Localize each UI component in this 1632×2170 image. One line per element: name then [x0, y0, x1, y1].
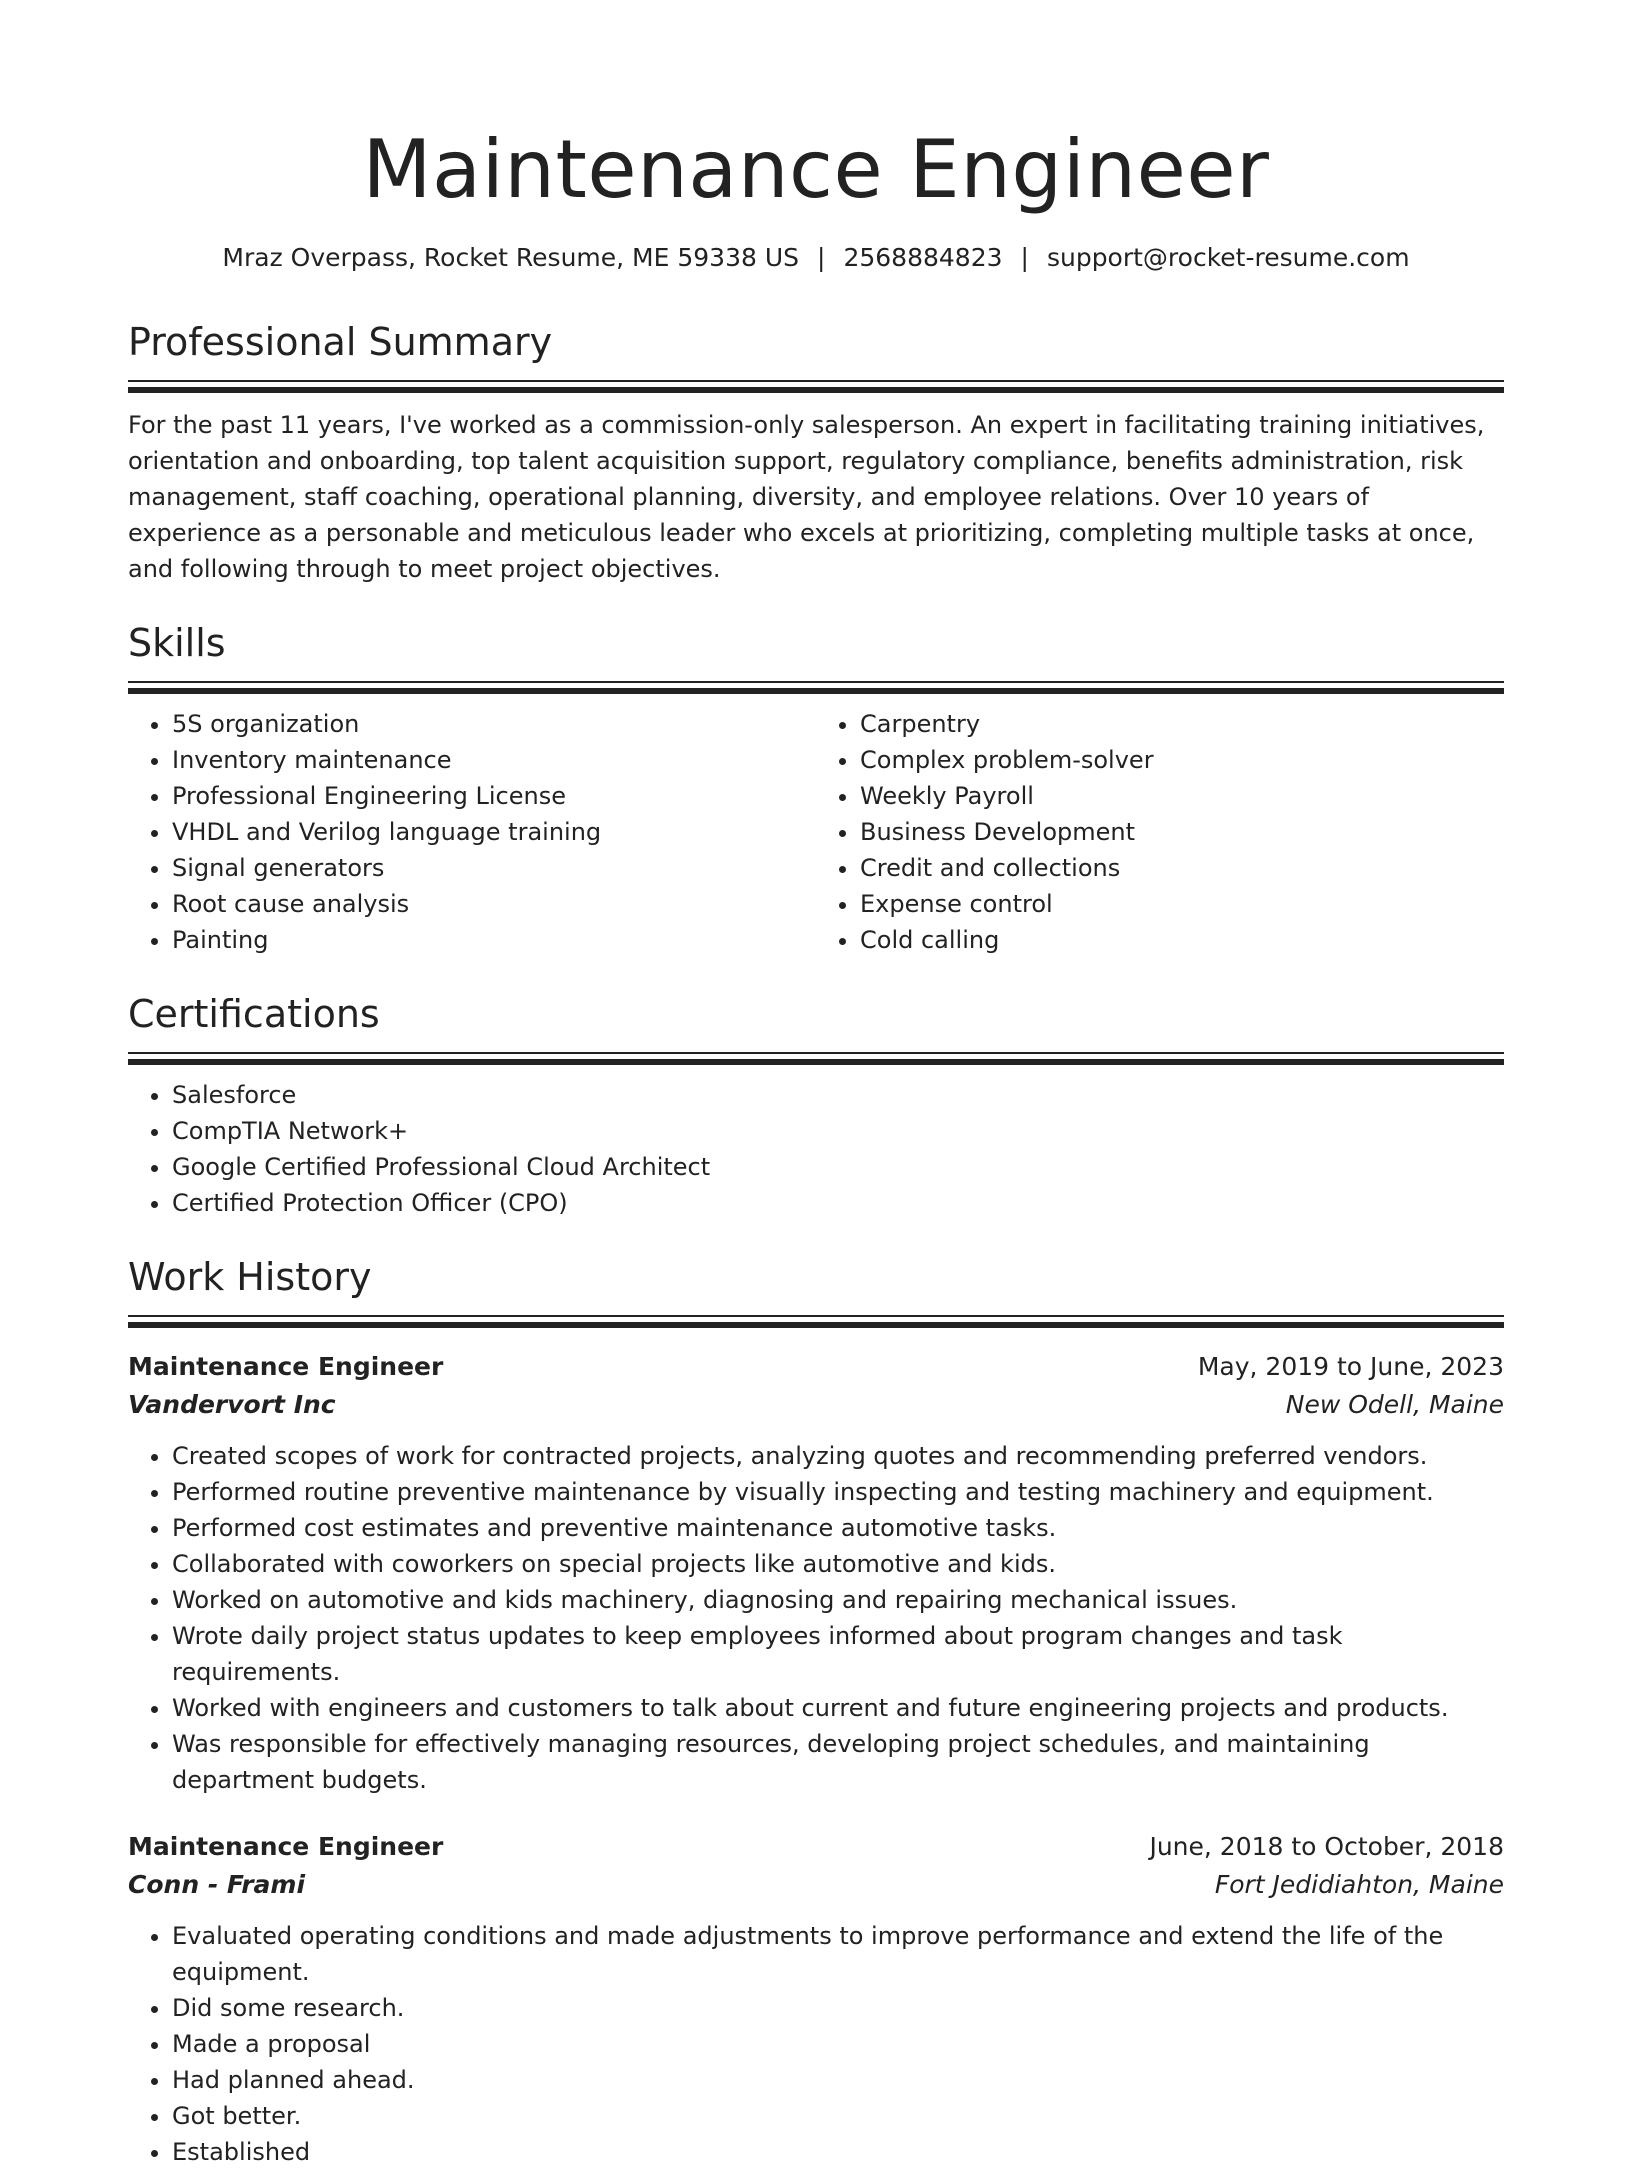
resume-title: Maintenance Engineer — [362, 123, 1270, 216]
certifications-section — [128, 990, 1504, 1221]
contact-email: support@rocket-resume.com — [1046, 243, 1410, 272]
job-bullet: • Established — [172, 2134, 1504, 2170]
skill-item: • Complex problem-solver — [860, 742, 1504, 778]
skills-list-left — [128, 706, 816, 958]
job-entry — [128, 1348, 1504, 1798]
contact-line — [128, 242, 1504, 274]
contact-phone: 2568884823 — [843, 243, 1003, 272]
job-company-row — [128, 1866, 1504, 1904]
skills-list-right — [816, 706, 1504, 958]
job-location: New Odell, Maine — [1285, 1390, 1504, 1419]
skill-item: • Signal generators — [172, 850, 816, 886]
section-rule-thick — [128, 1059, 1504, 1065]
skill-item: • Carpentry — [860, 706, 1504, 742]
skill-item: • Professional Engineering License — [172, 778, 816, 814]
skill-item: • Cold calling — [860, 922, 1504, 958]
job-company-row — [128, 1386, 1504, 1424]
skill-item: • 5S organization — [172, 706, 816, 742]
skill-item: • Painting — [172, 922, 816, 958]
section-rule — [128, 1315, 1504, 1317]
skill-item: • Credit and collections — [860, 850, 1504, 886]
contact-separator: | — [817, 243, 826, 272]
section-rule-thick — [128, 1322, 1504, 1328]
job-bullet: • Collaborated with coworkers on special projects like automotive and kids. — [172, 1546, 1504, 1582]
job-dates: June, 2018 to October, 2018 — [1149, 1832, 1504, 1861]
job-bullet: • Did some research. — [172, 1990, 1504, 2026]
skills-heading: Skills — [128, 621, 226, 665]
certifications-list — [128, 1077, 1504, 1221]
skill-item: • VHDL and Verilog language training — [172, 814, 816, 850]
skill-item: • Expense control — [860, 886, 1504, 922]
job-bullet: • Got better. — [172, 2098, 1504, 2134]
job-bullet: • Had planned ahead. — [172, 2062, 1504, 2098]
job-bullet: • Created scopes of work for contracted projects, analyzing quotes and recommending preferred vendors. — [172, 1438, 1504, 1474]
job-company: Conn - Frami — [128, 1870, 306, 1899]
section-rule — [128, 380, 1504, 382]
skill-item: • Weekly Payroll — [860, 778, 1504, 814]
job-entry — [128, 1828, 1504, 2170]
contact-address: Mraz Overpass, Rocket Resume, ME 59338 US — [222, 243, 800, 272]
work-section — [128, 1253, 1504, 2170]
certification-item: • Certified Protection Officer (CPO) — [172, 1185, 1504, 1221]
job-dates: May, 2019 to June, 2023 — [1197, 1352, 1504, 1381]
job-bullet: • Made a proposal — [172, 2026, 1504, 2062]
section-rule — [128, 1052, 1504, 1054]
job-bullet: • Performed cost estimates and preventive maintenance automotive tasks. — [172, 1510, 1504, 1546]
job-bullet: • Worked on automotive and kids machinery, diagnosing and repairing mechanical issues. — [172, 1582, 1504, 1618]
certification-item: • CompTIA Network+ — [172, 1113, 1504, 1149]
job-title: Maintenance Engineer — [128, 1832, 444, 1861]
job-title: Maintenance Engineer — [128, 1352, 444, 1381]
work-heading: Work History — [128, 1255, 372, 1299]
job-header-row — [128, 1828, 1504, 1866]
summary-text: For the past 11 years, I've worked as a commission-only salesperson. An expert in facilitating training initiatives, orientation and onboarding, top talent acquisition support, regulatory compliance, benefits administration, risk management, staff coaching, operational planning, diversity, and employee relations. Over 10 years of experience as a personable and meticulous leader who excels at prioritizing, completing multiple tasks at once, and following through to meet project objectives. — [128, 411, 1485, 583]
job-bullet: • Performed routine preventive maintenance by visually inspecting and testing machinery and equipment. — [172, 1474, 1504, 1510]
job-bullet: • Was responsible for effectively managing resources, developing project schedules, and maintaining department budgets. — [172, 1726, 1504, 1798]
skill-item: • Inventory maintenance — [172, 742, 816, 778]
contact-separator: | — [1020, 243, 1029, 272]
job-bullets — [128, 1918, 1504, 2170]
section-rule-thick — [128, 387, 1504, 393]
section-rule — [128, 681, 1504, 683]
certifications-heading: Certifications — [128, 992, 380, 1036]
job-company: Vandervort Inc — [128, 1390, 336, 1419]
job-bullet: • Evaluated operating conditions and made adjustments to improve performance and extend the life of the equipment. — [172, 1918, 1504, 1990]
job-location: Fort Jedidiahton, Maine — [1214, 1870, 1504, 1899]
job-bullet: • Wrote daily project status updates to keep employees informed about program changes and task requirements. — [172, 1618, 1504, 1690]
summary-heading: Professional Summary — [128, 320, 553, 364]
summary-section — [128, 318, 1504, 587]
skill-item: • Business Development — [860, 814, 1504, 850]
skills-section — [128, 619, 1504, 958]
skill-item: • Root cause analysis — [172, 886, 816, 922]
job-bullet: • Worked with engineers and customers to talk about current and future engineering projects and products. — [172, 1690, 1504, 1726]
job-header-row — [128, 1348, 1504, 1386]
certification-item: • Salesforce — [172, 1077, 1504, 1113]
skills-grid — [128, 694, 1504, 958]
job-bullets — [128, 1438, 1504, 1798]
certification-item: • Google Certified Professional Cloud Architect — [172, 1149, 1504, 1185]
